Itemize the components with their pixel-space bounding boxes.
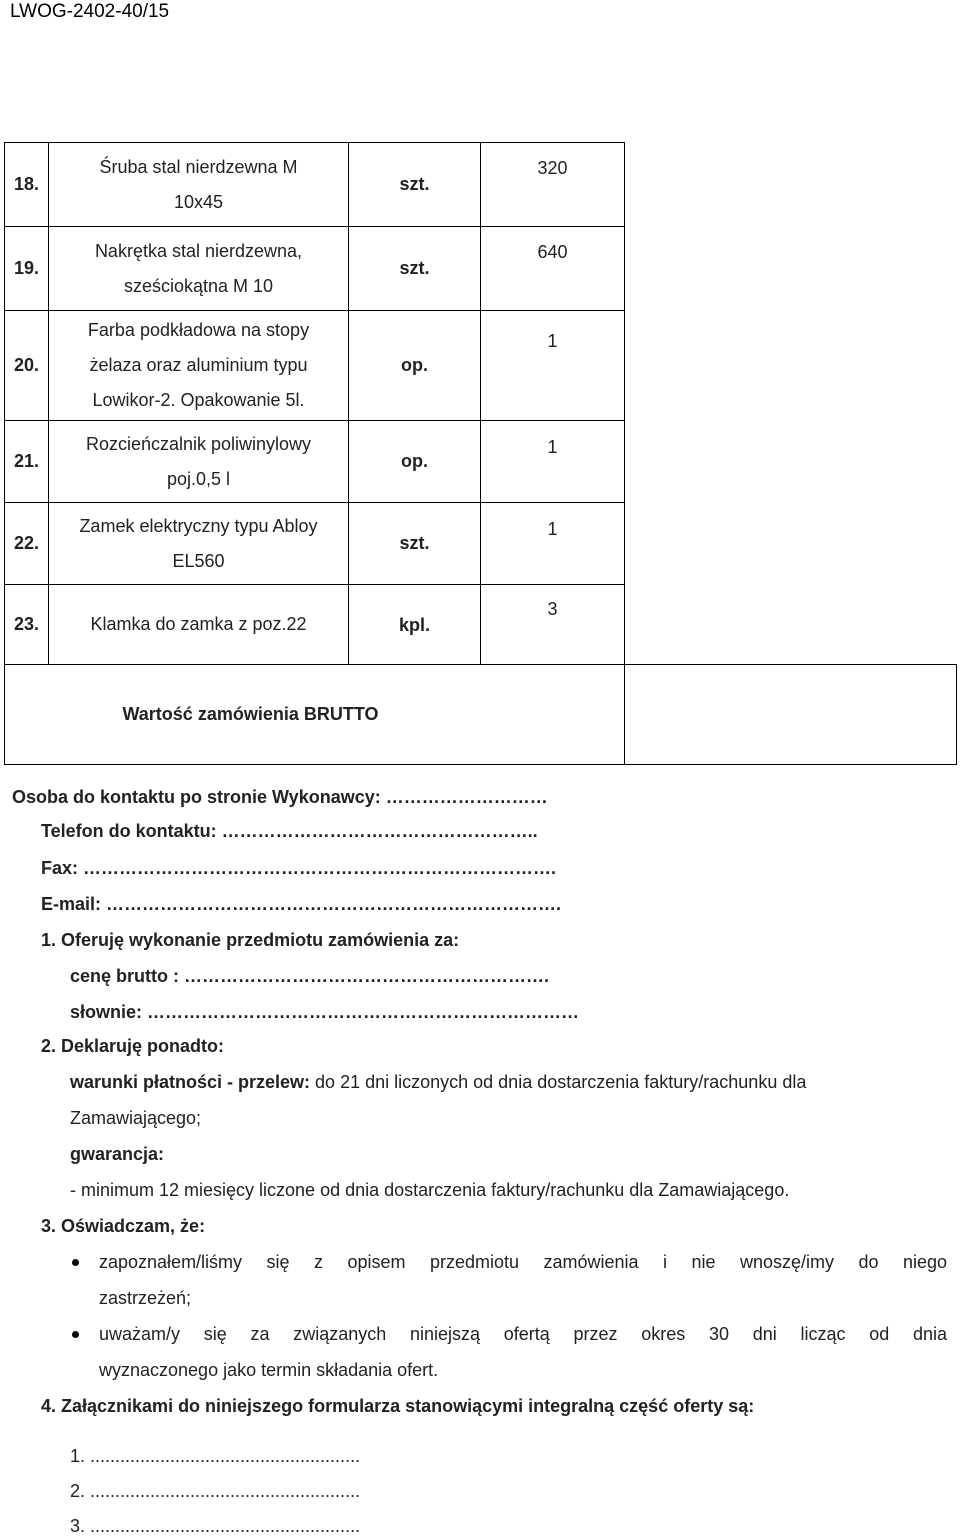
- item-name: [49, 143, 349, 227]
- item-name-line: 10x45: [173, 191, 224, 212]
- item-unit: op.: [349, 421, 481, 503]
- price-in-words: słownie: ………………………………………………………………: [70, 1002, 580, 1022]
- quantity-value: 320: [537, 158, 568, 178]
- item-name-line: sześciokątna M 10: [123, 275, 274, 296]
- item-unit: szt.: [349, 227, 481, 311]
- payment-text: do 21 dni liczonych od dnia dostarczenia faktury/rachunku dla: [310, 1072, 807, 1092]
- payment-continuation: Zamawiającego;: [70, 1108, 202, 1128]
- item-name-line: żelaza oraz aluminium typu: [89, 355, 308, 375]
- item-quantity: [481, 585, 625, 665]
- empty-cell: [625, 227, 957, 311]
- gross-price: cenę brutto : …………………………………………………….: [70, 966, 550, 986]
- quantity-value: 1: [547, 331, 558, 351]
- item-name: [49, 503, 349, 585]
- table-row: [5, 421, 957, 503]
- item-name-line: Klamka do zamka z poz.22: [90, 614, 307, 634]
- statements-title: 3. Oświadczam, że:: [41, 1216, 206, 1236]
- item-unit: op.: [349, 311, 481, 421]
- item-name-line: Farba podkładowa na stopy: [87, 320, 310, 340]
- quantity-value: 640: [537, 242, 568, 262]
- item-quantity: [481, 421, 625, 503]
- statement-1-line-2: zastrzeżeń;: [99, 1288, 192, 1308]
- payment-label: warunki płatności - przelew:: [70, 1072, 311, 1092]
- item-name-line: Rozcieńczalnik poliwinylowy: [85, 433, 312, 454]
- row-number: 18.: [5, 143, 49, 227]
- item-name: [49, 311, 349, 421]
- contact-email: E-mail: ………………………………………………………………….: [41, 894, 562, 914]
- row-number: 21.: [5, 421, 49, 503]
- total-label-text: Wartość zamówienia BRUTTO: [122, 704, 379, 724]
- attachment-line: 2. ......................................................: [70, 1481, 361, 1501]
- table-row: [5, 227, 957, 311]
- item-quantity: [481, 227, 625, 311]
- item-name-line: Lowikor-2. Opakowanie 5l.: [92, 390, 305, 410]
- item-name-line: Zamek elektryczny typu Abloy: [79, 515, 318, 536]
- item-unit: [349, 585, 481, 665]
- bullet-icon: [72, 1259, 79, 1266]
- item-quantity: [481, 311, 625, 421]
- attachments-title: 4. Załącznikami do niniejszego formularza stanowiącymi integralną część oferty są:: [41, 1396, 755, 1416]
- attachment-line: 1. ......................................................: [70, 1446, 361, 1466]
- empty-cell: [625, 585, 957, 665]
- items-table: [4, 142, 957, 765]
- attachment-line: 3. ......................................................: [70, 1516, 361, 1536]
- quantity-value: 1: [547, 437, 558, 457]
- item-name: [49, 585, 349, 665]
- declare-title: 2. Deklaruję ponadto:: [41, 1036, 225, 1056]
- empty-cell: [625, 421, 957, 503]
- document-id: LWOG-2402-40/15: [10, 1, 170, 22]
- total-value-cell: [625, 665, 957, 765]
- item-name-line: EL560: [172, 550, 225, 571]
- contact-phone: Telefon do kontaktu: ……………………………………………..: [41, 821, 538, 841]
- contact-fax: Fax: …………………………………………………………………….: [41, 858, 557, 878]
- total-label: [5, 665, 625, 765]
- item-quantity: [481, 503, 625, 585]
- warranty-text: - minimum 12 miesięcy liczone od dnia dostarczenia faktury/rachunku dla Zamawiającego.: [70, 1180, 790, 1200]
- bullet-icon: [72, 1331, 79, 1338]
- warranty-label: gwarancja:: [70, 1144, 165, 1164]
- item-name-line: Śruba stal nierdzewna M: [99, 156, 298, 177]
- table-row: [5, 585, 957, 665]
- item-unit: szt.: [349, 143, 481, 227]
- statement-2-line-1: uważam/y się za związanych niniejszą ofertą przez okres 30 dni licząc od dnia: [99, 1324, 947, 1344]
- table-row: [5, 311, 957, 421]
- statement-2-line-2: wyznaczonego jako termin składania ofert.: [99, 1360, 439, 1380]
- row-number: 23.: [5, 585, 49, 665]
- item-quantity: [481, 143, 625, 227]
- table-row: [5, 143, 957, 227]
- contact-person: Osoba do kontaktu po stronie Wykonawcy: ………………………: [12, 787, 548, 807]
- statement-1-line-1: zapoznałem/liśmy się z opisem przedmiotu zamówienia i nie wnoszę/imy do niego: [99, 1252, 947, 1272]
- quantity-value: 3: [547, 599, 558, 619]
- table-row: [5, 503, 957, 585]
- offer-title: 1. Oferuję wykonanie przedmiotu zamówienia za:: [41, 930, 460, 950]
- row-number: 20.: [5, 311, 49, 421]
- item-name: [49, 227, 349, 311]
- empty-cell: [625, 311, 957, 421]
- item-name-line: Nakrętka stal nierdzewna,: [94, 240, 303, 261]
- item-name: [49, 421, 349, 503]
- item-name-line: poj.0,5 l: [166, 468, 231, 489]
- row-number: 22.: [5, 503, 49, 585]
- item-unit: szt.: [349, 503, 481, 585]
- payment-terms: [70, 1072, 806, 1093]
- total-row: [5, 665, 957, 765]
- unit-value: kpl.: [398, 615, 430, 635]
- row-number: 19.: [5, 227, 49, 311]
- quantity-value: 1: [547, 519, 558, 539]
- empty-cell: [625, 143, 957, 227]
- empty-cell: [625, 503, 957, 585]
